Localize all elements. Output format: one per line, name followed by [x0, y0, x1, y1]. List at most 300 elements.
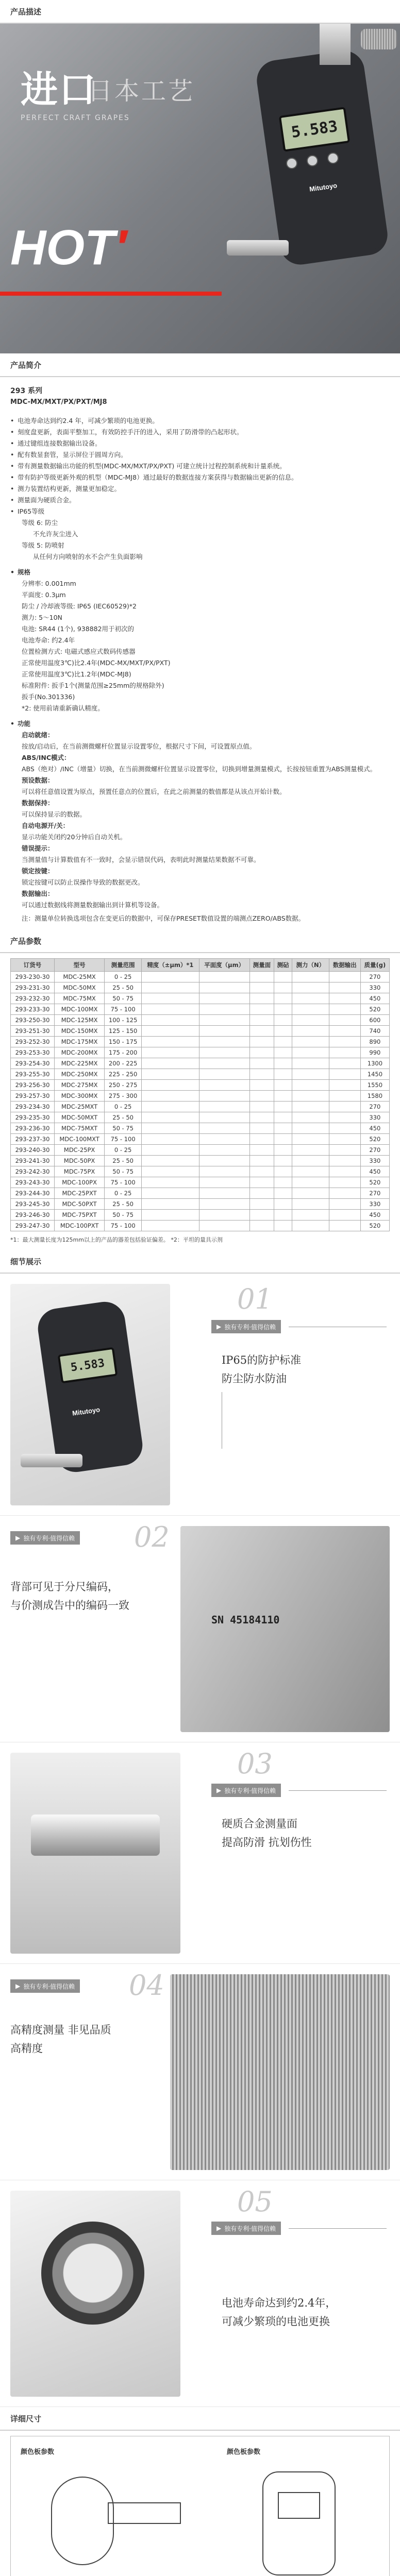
params-row — [11, 1156, 390, 1166]
params-cell — [274, 1123, 292, 1134]
params-cell — [199, 1134, 249, 1145]
params-row — [11, 1101, 390, 1112]
spec-item: 测力: 5～10N — [22, 614, 62, 621]
params-header-cell: 精度（±μm）*1 — [142, 959, 199, 972]
micrometer-frame — [36, 1299, 145, 1475]
params-cell: 200 - 225 — [105, 1058, 142, 1069]
function-name: ABS/INC模式： — [22, 754, 71, 761]
params-cell: MDC-275MX — [54, 1080, 104, 1091]
spec-item: 分辨率: 0.001mm — [22, 580, 76, 587]
params-cell — [274, 1058, 292, 1069]
params-cell: 293-236-30 — [11, 1123, 55, 1134]
params-cell: MDC-50MXT — [54, 1112, 104, 1123]
params-cell: 293-246-30 — [11, 1210, 55, 1221]
spec-item: 电池: SR44 (1个), 938882用于初次的 — [22, 625, 135, 633]
params-cell: 293-250-30 — [11, 1015, 55, 1026]
params-cell: 293-233-30 — [11, 1004, 55, 1015]
params-header-cell: 订货号 — [11, 959, 55, 972]
params-cell — [249, 1156, 274, 1166]
micrometer-button-hold — [307, 155, 318, 166]
params-cell: MDC-25PXT — [54, 1188, 104, 1199]
params-cell — [329, 1080, 360, 1091]
params-cell: MDC-25MXT — [54, 1101, 104, 1112]
params-row — [11, 1026, 390, 1037]
params-cell — [274, 1037, 292, 1047]
params-cell — [274, 1091, 292, 1101]
serial-number: SN 45184110 — [211, 1614, 280, 1626]
params-cell: 0 - 25 — [105, 1101, 142, 1112]
arrow-icon: ▶ — [216, 2225, 222, 2232]
params-row — [11, 1091, 390, 1101]
params-cell: 293-247-30 — [11, 1221, 55, 1231]
params-cell: MDC-150MX — [54, 1026, 104, 1037]
params-cell — [249, 1004, 274, 1015]
params-cell — [292, 1069, 329, 1080]
intro-bullet: • 测量面为硬质合金。 — [10, 495, 390, 506]
params-cell — [329, 1026, 360, 1037]
params-cell: 275 - 300 — [105, 1091, 142, 1101]
intro-bullet: • 配有数显套管，显示屏位于圆周方向。 — [10, 449, 390, 461]
detail-number: 02 — [134, 1521, 170, 1553]
params-cell — [142, 972, 199, 982]
detail-photo-anvil — [10, 1753, 180, 1954]
params-cell — [249, 972, 274, 982]
function-desc: ABS（绝对）/INC（增量）切换，在当前测微螺杆位置显示设置零位，切换到增量测量模式，长按按钮重置为ABS测量模式。 — [22, 765, 377, 773]
params-footnote: *1：最大测量长度为125mm以上的产品的器差包括验证偏差。 *2：平坦的量具示剂 — [10, 1236, 223, 1243]
section-header-intro: 产品简介 — [0, 353, 400, 377]
spec-title: • 规格 — [10, 567, 390, 578]
params-cell: 50 - 75 — [105, 1166, 142, 1177]
params-header-cell: 测砧 — [274, 959, 292, 972]
divider — [289, 1790, 387, 1791]
function-desc: 当测量值与计算数值有不一致时，会显示错误代码，表明此时测量结果数据不可靠。 — [22, 856, 260, 863]
params-cell: 293-245-30 — [11, 1199, 55, 1210]
micrometer-anvil — [31, 1815, 160, 1856]
params-cell — [142, 1199, 199, 1210]
battery-cover — [41, 2222, 144, 2325]
params-cell: MDC-300MX — [54, 1091, 104, 1101]
params-cell: 293-232-30 — [11, 993, 55, 1004]
spec-item: *2: 使用前请重新确认精度。 — [22, 704, 104, 712]
function-block — [10, 718, 390, 730]
params-cell: 600 — [360, 1015, 389, 1026]
hero-english-tagline: PERFECT CRAFT GRAPES — [21, 114, 130, 122]
params-cell — [329, 1156, 360, 1166]
params-cell — [329, 1166, 360, 1177]
detail-panel-5 — [0, 2180, 400, 2407]
ip-line: 不允许灰尘进入 — [33, 530, 78, 538]
params-row — [11, 1004, 390, 1015]
params-row — [11, 1188, 390, 1199]
intro-bullet: • 电池寿命达到约2.4 年，可减少繁琐的电池更换。 — [10, 415, 390, 427]
micrometer-brand: Mitutoyo — [72, 1405, 101, 1417]
params-cell — [199, 1015, 249, 1026]
params-cell: 330 — [360, 982, 389, 993]
params-cell — [274, 1210, 292, 1221]
micrometer-display: 5.583 — [58, 1347, 118, 1384]
params-cell: MDC-75MXT — [54, 1123, 104, 1134]
arrow-icon: ▶ — [15, 1534, 21, 1541]
function-desc: 可以保持显示的数据。 — [22, 810, 87, 818]
dimensions-area — [0, 2431, 400, 2576]
params-cell — [142, 1156, 199, 1166]
params-cell: 450 — [360, 993, 389, 1004]
params-cell — [142, 1210, 199, 1221]
params-cell — [292, 1166, 329, 1177]
params-cell: 293-231-30 — [11, 982, 55, 993]
params-cell — [199, 993, 249, 1004]
params-cell: 1450 — [360, 1069, 389, 1080]
ip-line: 等级 5: 防喷射 — [22, 541, 64, 549]
spec-list — [10, 578, 390, 714]
params-cell — [329, 972, 360, 982]
detail-tag-label: 独有专利·值得信赖 — [23, 1982, 75, 1990]
params-row — [11, 1112, 390, 1123]
params-cell — [292, 1026, 329, 1037]
params-cell — [249, 1080, 274, 1091]
params-row — [11, 1123, 390, 1134]
params-cell: 0 - 25 — [105, 972, 142, 982]
detail-caption — [10, 1578, 129, 1615]
params-cell — [292, 1221, 329, 1231]
params-cell — [199, 982, 249, 993]
micrometer-anvil — [227, 240, 289, 256]
function-name: 错误提示： — [22, 844, 54, 852]
params-cell — [199, 1080, 249, 1091]
detail-caption-line: 提高防滑 抗划伤性 — [222, 1836, 312, 1849]
detail-tag-label: 独有专利·值得信赖 — [23, 1534, 75, 1542]
params-cell — [329, 993, 360, 1004]
params-cell — [329, 982, 360, 993]
params-cell — [329, 1058, 360, 1069]
params-header-row — [11, 959, 390, 972]
micrometer-brand: Mitutoyo — [309, 181, 338, 193]
intro-bullet: • 带有防护等级更新外观的机型（MDC-MJ8）通过最好的数据连接方案获得与数据输出更新的信息。 — [10, 472, 390, 483]
function-desc: 可以将任意值设置为原点，预置任意点的位置后，在此之前测量的数值都是从该点开始计数。 — [22, 788, 286, 795]
params-cell: 293-244-30 — [11, 1188, 55, 1199]
params-cell: MDC-75PX — [54, 1166, 104, 1177]
params-cell: 890 — [360, 1037, 389, 1047]
params-cell — [249, 1188, 274, 1199]
function-desc: 显示功能关闭约20分钟后自动关机。 — [22, 833, 127, 841]
spec-item: 正常使用温度3℃)比2.4年(MDC-MX/MXT/PX/PXT) — [22, 659, 171, 667]
function-tail-note: 注：测量单位转换选项包含在变更后的数据中，可保存PRESET数值设置的端测点ZERO/ABS数据。 — [22, 914, 305, 922]
params-cell: 293-252-30 — [11, 1037, 55, 1047]
params-cell: 293-234-30 — [11, 1101, 55, 1112]
params-header-cell: 平面度（μm） — [199, 959, 249, 972]
detail-caption — [222, 1815, 312, 1852]
detail-caption — [222, 2294, 336, 2331]
params-cell: 0 - 25 — [105, 1188, 142, 1199]
params-row — [11, 1166, 390, 1177]
params-cell — [274, 1199, 292, 1210]
params-cell: 25 - 50 — [105, 1112, 142, 1123]
params-cell: 293-255-30 — [11, 1069, 55, 1080]
params-cell: MDC-50PXT — [54, 1199, 104, 1210]
params-cell — [199, 1145, 249, 1156]
micrometer-anvil — [21, 1454, 82, 1467]
ip-description — [10, 517, 390, 563]
params-cell — [142, 1026, 199, 1037]
params-row — [11, 1047, 390, 1058]
params-cell — [274, 1156, 292, 1166]
intro-bullet: • 测力装置结构更新，测量更加稳定。 — [10, 483, 390, 495]
params-cell — [292, 1015, 329, 1026]
params-cell: 450 — [360, 1210, 389, 1221]
params-cell — [329, 1047, 360, 1058]
params-cell: MDC-175MX — [54, 1037, 104, 1047]
params-cell — [329, 1134, 360, 1145]
params-cell: 25 - 50 — [105, 1199, 142, 1210]
detail-caption-line: 高精度测量 非见品质 — [10, 2024, 111, 2036]
detail-caption — [10, 2021, 111, 2058]
params-cell — [329, 1091, 360, 1101]
params-cell — [292, 1058, 329, 1069]
function-name: 自动电源开/关： — [22, 822, 70, 829]
params-cell — [274, 1145, 292, 1156]
params-cell: MDC-100PX — [54, 1177, 104, 1188]
params-cell: 75 - 100 — [105, 1134, 142, 1145]
params-cell — [249, 1069, 274, 1080]
params-cell: MDC-75MX — [54, 993, 104, 1004]
micrometer-thimble — [361, 29, 397, 49]
params-cell — [274, 1101, 292, 1112]
params-cell — [249, 1047, 274, 1058]
params-cell — [249, 1177, 274, 1188]
params-cell — [199, 1069, 249, 1080]
params-cell: 75 - 100 — [105, 1221, 142, 1231]
params-cell — [142, 993, 199, 1004]
ip-line: 等级 6: 防尘 — [22, 519, 58, 527]
detail-photo-micrometer — [10, 1284, 170, 1505]
params-cell — [249, 1221, 274, 1231]
params-cell — [292, 1004, 329, 1015]
params-cell: 25 - 50 — [105, 982, 142, 993]
micrometer-spindle — [320, 24, 351, 65]
params-cell — [274, 1026, 292, 1037]
params-cell — [292, 1177, 329, 1188]
params-cell: 520 — [360, 1177, 389, 1188]
detail-photo-thimble — [170, 1974, 390, 2170]
params-cell — [199, 1047, 249, 1058]
params-cell: 450 — [360, 1123, 389, 1134]
params-cell — [249, 1134, 274, 1145]
detail-tag — [211, 1784, 281, 1797]
params-header-cell: 数据输出 — [329, 959, 360, 972]
params-cell: 293-235-30 — [11, 1112, 55, 1123]
params-cell — [199, 1199, 249, 1210]
intro-bullet: • 刻度盘更新，表面平整加工，有效防控手汗的进入，采用了防滑带的凸起形状。 — [10, 427, 390, 438]
params-cell — [274, 1004, 292, 1015]
hot-tick-mark: ′ — [114, 220, 127, 275]
params-cell — [142, 1015, 199, 1026]
params-header-cell: 质量(g) — [360, 959, 389, 972]
detail-tag — [211, 1320, 281, 1333]
intro-bullet: • 带有测量数据输出功能的机型(MDC-MX/MXT/PX/PXT) 可建立统计过程控制系统和计量系统。 — [10, 461, 390, 472]
function-name: 锁定按键： — [22, 867, 54, 875]
detail-number: 01 — [237, 1283, 273, 1315]
section-header-params: 产品参数 — [0, 929, 400, 953]
params-cell — [274, 1069, 292, 1080]
detail-caption-line: 背部可见于分尺编码， — [10, 1581, 119, 1593]
params-header-cell: 测力（N） — [292, 959, 329, 972]
params-cell — [142, 1101, 199, 1112]
spec-item: 扳手(No.301336) — [22, 693, 75, 701]
params-cell: 50 - 75 — [105, 1210, 142, 1221]
params-cell — [199, 1221, 249, 1231]
params-header-cell: 测量范围 — [105, 959, 142, 972]
params-cell: 330 — [360, 1199, 389, 1210]
params-cell: 990 — [360, 1047, 389, 1058]
params-row — [11, 1177, 390, 1188]
params-cell — [329, 1069, 360, 1080]
params-cell — [199, 1210, 249, 1221]
section-header-description: 产品描述 — [0, 0, 400, 24]
params-row — [11, 972, 390, 982]
dimension-drawing-small — [21, 2462, 206, 2576]
params-cell — [274, 982, 292, 993]
params-cell — [329, 1199, 360, 1210]
params-cell — [142, 1221, 199, 1231]
params-cell — [329, 1015, 360, 1026]
params-cell — [199, 1177, 249, 1188]
params-cell — [249, 1166, 274, 1177]
detail-tag-label: 独有专利·值得信赖 — [224, 1787, 276, 1794]
params-cell: 25 - 50 — [105, 1156, 142, 1166]
function-list — [10, 730, 390, 924]
intro-series: 293 系列 — [10, 387, 43, 395]
hero-banner — [0, 24, 400, 353]
dim-label-b: 颜色板参数 — [227, 2448, 261, 2456]
params-table — [10, 958, 390, 1231]
params-cell: 330 — [360, 1112, 389, 1123]
function-name: 数据输出： — [22, 890, 54, 897]
hot-label: HOT — [10, 220, 115, 275]
params-cell — [142, 1188, 199, 1199]
params-cell — [142, 1112, 199, 1123]
params-cell — [292, 1210, 329, 1221]
function-name: 启动就绪： — [22, 731, 54, 739]
params-cell — [142, 1123, 199, 1134]
params-cell — [249, 1123, 274, 1134]
micrometer-display: 5.583 — [279, 107, 350, 151]
params-cell — [292, 1101, 329, 1112]
spec-item: 平面度: 0.3μm — [22, 591, 66, 599]
params-cell — [249, 993, 274, 1004]
params-cell — [199, 1101, 249, 1112]
params-cell: 450 — [360, 1166, 389, 1177]
micrometer-button-origin — [286, 158, 297, 169]
params-cell: MDC-100MXT — [54, 1134, 104, 1145]
params-cell: 125 - 150 — [105, 1026, 142, 1037]
params-cell: 293-251-30 — [11, 1026, 55, 1037]
function-desc: 锁定按键可以防止误操作导致的数据更改。 — [22, 878, 144, 886]
params-cell: MDC-75PXT — [54, 1210, 104, 1221]
spec-item: 位置检测方式: 电磁式感应式数码传感器 — [22, 648, 136, 655]
function-desc: 按放/启动后，在当前测微螺杆位置显示设置零位，根据尺寸下间，可设置原点值。 — [22, 742, 256, 750]
product-intro — [0, 377, 400, 929]
detail-number: 05 — [237, 2185, 273, 2218]
params-cell: 740 — [360, 1026, 389, 1037]
params-cell: 250 - 275 — [105, 1080, 142, 1091]
params-cell — [199, 1156, 249, 1166]
spec-item: 电池寿命: 约2.4年 — [22, 636, 75, 644]
params-cell — [292, 1112, 329, 1123]
params-cell: 270 — [360, 1145, 389, 1156]
params-header-cell: 型号 — [54, 959, 104, 972]
params-cell: MDC-250MX — [54, 1069, 104, 1080]
params-cell — [292, 1188, 329, 1199]
params-cell — [249, 1145, 274, 1156]
function-desc: 可以通过数据线将测量数据输出到计算机等设备。 — [22, 901, 164, 909]
dim-label-a: 颜色板参数 — [21, 2448, 55, 2456]
function-name: 数据保持： — [22, 799, 54, 807]
params-cell — [249, 1037, 274, 1047]
params-cell — [292, 1199, 329, 1210]
dimension-drawing-side — [227, 2462, 381, 2576]
function-title: • 功能 — [10, 718, 390, 730]
params-cell — [142, 1145, 199, 1156]
params-cell: 293-230-30 — [11, 972, 55, 982]
params-cell: MDC-25PX — [54, 1145, 104, 1156]
section-header-details: 细节展示 — [0, 1250, 400, 1274]
params-cell — [249, 1101, 274, 1112]
params-cell: 293-243-30 — [11, 1177, 55, 1188]
params-cell — [142, 1091, 199, 1101]
params-cell — [274, 1015, 292, 1026]
intro-bullet: • IP65等级 — [10, 506, 390, 517]
params-cell — [329, 1188, 360, 1199]
params-cell: 293-253-30 — [11, 1047, 55, 1058]
spec-item: 标准附件: 扳手1个(测量范围≥25mm的规格除外) — [22, 682, 164, 689]
params-cell — [329, 1112, 360, 1123]
params-cell — [292, 1145, 329, 1156]
params-body — [11, 972, 390, 1231]
params-cell — [274, 972, 292, 982]
detail-caption-line: 与价测成告中的编码一致 — [10, 1599, 129, 1612]
params-cell — [142, 1004, 199, 1015]
divider — [289, 2228, 387, 2229]
params-row — [11, 1069, 390, 1080]
params-cell — [249, 1091, 274, 1101]
detail-caption-line: 防尘防水防油 — [222, 1372, 287, 1385]
params-cell: MDC-100MX — [54, 1004, 104, 1015]
params-row — [11, 1037, 390, 1047]
params-cell — [199, 1058, 249, 1069]
params-cell: 293-237-30 — [11, 1134, 55, 1145]
params-cell: 293-241-30 — [11, 1156, 55, 1166]
ip-line: 从任何方向喷射的水不会产生负面影响 — [33, 553, 143, 561]
params-cell — [274, 1080, 292, 1091]
params-cell — [142, 1047, 199, 1058]
params-cell — [274, 1221, 292, 1231]
detail-tag — [10, 1979, 80, 1993]
params-cell — [292, 1091, 329, 1101]
detail-panel-1 — [0, 1274, 400, 1516]
params-cell — [199, 1026, 249, 1037]
params-cell: 225 - 250 — [105, 1069, 142, 1080]
params-cell — [329, 1210, 360, 1221]
params-cell — [142, 1166, 199, 1177]
params-cell — [142, 1080, 199, 1091]
detail-caption-line: 高精度 — [10, 2042, 43, 2055]
params-cell: 50 - 75 — [105, 993, 142, 1004]
params-cell: MDC-25MX — [54, 972, 104, 982]
hero-title: 进口 — [21, 68, 97, 111]
params-cell: 293-242-30 — [11, 1166, 55, 1177]
hero-subtitle: 日本工艺 — [88, 77, 195, 106]
params-cell: 75 - 100 — [105, 1177, 142, 1188]
